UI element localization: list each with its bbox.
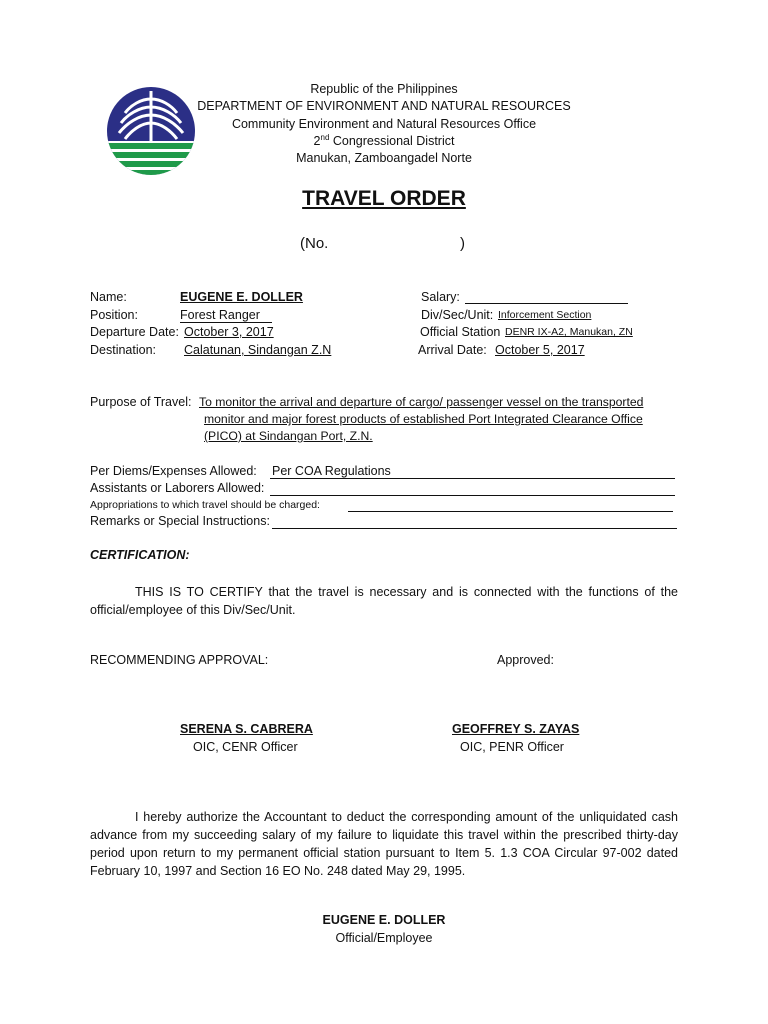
destination-label: Destination: bbox=[90, 343, 157, 357]
order-number-open: (No. bbox=[300, 235, 329, 252]
header-location: Manukan, Zamboangadel Norte bbox=[296, 151, 472, 165]
purpose-label: Purpose of Travel: bbox=[90, 395, 192, 409]
per-diems-underline bbox=[270, 478, 675, 479]
arrival-label: Arrival Date: bbox=[418, 343, 487, 357]
signer-2-title: OIC, PENR Officer bbox=[460, 740, 564, 754]
certification-heading: CERTIFICATION: bbox=[90, 548, 190, 562]
station-value: DENR IX-A2, Manukan, ZN bbox=[505, 326, 633, 338]
assistants-blank bbox=[270, 495, 675, 496]
name-label: Name: bbox=[90, 290, 127, 304]
position-underline bbox=[180, 322, 272, 323]
appropriations-blank bbox=[348, 511, 673, 512]
header-department: DEPARTMENT OF ENVIRONMENT AND NATURAL RESOURCES bbox=[197, 99, 571, 113]
departure-label: Departure Date: bbox=[90, 325, 179, 339]
salary-blank bbox=[465, 303, 628, 304]
signer-2-name: GEOFFREY S. ZAYAS bbox=[452, 722, 580, 736]
remarks-label: Remarks or Special Instructions: bbox=[90, 514, 270, 528]
header-district: 2nd Congressional District bbox=[313, 132, 455, 148]
certification-text: THIS IS TO CERTIFY that the travel is necessary and is connected with the functions of the official/employee of this Div/Sec/Unit. bbox=[90, 585, 678, 617]
departure-value: October 3, 2017 bbox=[184, 325, 274, 339]
arrival-value: October 5, 2017 bbox=[495, 343, 585, 357]
assistants-label: Assistants or Laborers Allowed: bbox=[90, 481, 265, 495]
employee-title: Official/Employee bbox=[335, 931, 433, 945]
purpose-line-1: To monitor the arrival and departure of cargo/ passenger vessel on the transported bbox=[199, 395, 644, 409]
employee-name: EUGENE E. DOLLER bbox=[322, 913, 446, 927]
recommending-approval-label: RECOMMENDING APPROVAL: bbox=[90, 653, 269, 667]
div-value: Inforcement Section bbox=[498, 309, 592, 321]
authorization-text: I hereby authorize the Accountant to deduct the corresponding amount of the unliquidated cash advance from my succeeding salary of my failure to liquidate this travel within the prescribed thirty-day period upon return to my permanent official station pursuant to Item 5. 1.3 COA Circular 97-002 dated February 10, 1997 and Section 16 EO No. 248 dated May 29, 1995. bbox=[90, 810, 678, 878]
position-value: Forest Ranger bbox=[180, 308, 260, 322]
signer-1-title: OIC, CENR Officer bbox=[193, 740, 298, 754]
document-title: TRAVEL ORDER bbox=[302, 187, 466, 210]
remarks-blank bbox=[272, 528, 677, 529]
appropriations-label: Appropriations to which travel should be charged: bbox=[90, 499, 320, 511]
header-republic: Republic of the Philippines bbox=[310, 82, 458, 96]
order-number-close: ) bbox=[460, 235, 465, 252]
salary-label: Salary: bbox=[421, 290, 460, 304]
position-label: Position: bbox=[90, 308, 138, 322]
div-label: Div/Sec/Unit: bbox=[421, 308, 494, 322]
name-value: EUGENE E. DOLLER bbox=[180, 290, 303, 304]
destination-value: Calatunan, Sindangan Z.N bbox=[184, 343, 332, 357]
station-label: Official Station bbox=[420, 325, 501, 339]
approved-label: Approved: bbox=[497, 653, 554, 667]
purpose-line-2: monitor and major forest products of established Port Integrated Clearance Office bbox=[204, 412, 643, 426]
per-diems-value: Per COA Regulations bbox=[272, 464, 391, 478]
signer-1-name: SERENA S. CABRERA bbox=[180, 722, 313, 736]
purpose-line-3: (PICO) at Sindangan Port, Z.N. bbox=[204, 429, 373, 443]
per-diems-label: Per Diems/Expenses Allowed: bbox=[90, 464, 257, 478]
header-office: Community Environment and Natural Resources Office bbox=[231, 117, 537, 131]
